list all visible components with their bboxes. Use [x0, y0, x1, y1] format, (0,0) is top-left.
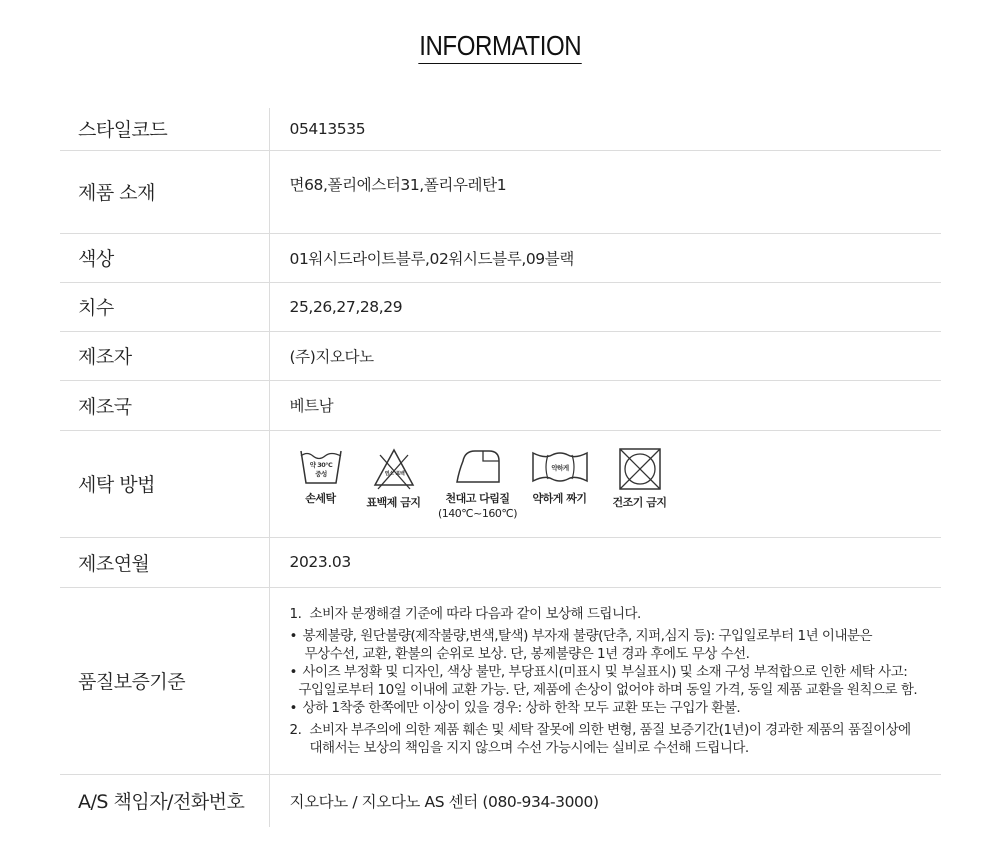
- label-country: 제조국: [60, 380, 269, 430]
- value-country: 베트남: [289, 397, 334, 415]
- gentle-wring-inner: 약하게: [550, 463, 569, 472]
- wash-item-hand-wash: [290, 447, 352, 506]
- label-as: A/S 책임자/전화번호: [60, 774, 269, 827]
- bullet-2-line1: 사이즈 부정확 및 디자인, 색상 불만, 부당표시(미표시 및 부실표시) 및 소재 구성 부적합으로 인한 세탁 사고:: [302, 663, 908, 680]
- quality-item-2-line1: 소비자 부주의에 의한 제품 훼손 및 세탁 잘못에 의한 변형, 품질 보증기간(1년)이 경과한 제품의 품질이상에: [309, 721, 911, 738]
- iron-temp-range: (140℃~160℃): [438, 506, 517, 520]
- gentle-wring-caption: 약하게 짜기: [532, 491, 587, 505]
- label-washing: 세탁 방법: [60, 430, 269, 537]
- bullet-1-line2: 무상수선, 교환, 환불의 순위로 보상. 단, 봉제불량은 1년 경과 후에도 무상 수선.: [304, 645, 750, 662]
- row-size: [60, 282, 941, 331]
- quality-bullet: [290, 663, 942, 699]
- row-style-code: [60, 108, 941, 150]
- washing-icons: [290, 447, 942, 521]
- wash-item-gentle-wring: [520, 447, 600, 506]
- hand-wash-neutral: 중성: [314, 469, 327, 478]
- bullet-1-line1: 봉제불량, 원단불량(제작불량,변색,탈색) 부자재 불량(단추, 지퍼,심지 등): 구입일로부터 1년 이내분은: [302, 627, 873, 644]
- quality-item-2: [290, 721, 942, 757]
- row-washing: [60, 430, 941, 537]
- no-bleach-left: 염소: [384, 470, 393, 477]
- row-country: [60, 380, 941, 430]
- row-as: [60, 774, 941, 827]
- row-maker: [60, 331, 941, 380]
- label-date: 제조연월: [60, 537, 269, 587]
- hand-wash-icon: [298, 447, 344, 487]
- value-color: 01워시드라이트블루,02워시드블루,09블랙: [289, 249, 574, 268]
- wash-item-no-bleach: [352, 447, 436, 510]
- quality-bullet: [290, 627, 942, 663]
- bullet-mark: •: [289, 663, 297, 680]
- label-maker: 제조자: [60, 331, 269, 380]
- bullet-2-line2: 구입일로부터 10일 이내에 교환 가능. 단, 제품에 손상이 없어야 하며 동일 가격, 동일 제품 교환을 원칙으로 함.: [298, 681, 918, 698]
- label-material: 제품 소재: [60, 150, 269, 233]
- quality-item-1: [290, 605, 942, 623]
- hand-wash-caption: 손세탁: [305, 491, 336, 505]
- title-wrap: [0, 30, 1000, 64]
- no-tumble-dry-caption: 건조기 금지: [612, 495, 667, 509]
- quality-text: [290, 605, 942, 757]
- iron-icon: [453, 447, 503, 487]
- no-tumble-dry-icon: [617, 447, 663, 491]
- bullet-mark: •: [289, 699, 297, 716]
- no-bleach-icon: [372, 447, 416, 491]
- gentle-wring-icon: [530, 447, 590, 487]
- value-washing: [269, 430, 941, 537]
- row-color: [60, 233, 941, 282]
- no-bleach-right: 표백: [395, 470, 404, 477]
- value-quality: [269, 587, 941, 774]
- value-material: 면68,폴리에스터31,폴리우레탄1: [289, 175, 507, 194]
- label-style-code: 스타일코드: [60, 108, 269, 150]
- quality-item-1-num: 1.: [289, 605, 302, 622]
- row-quality: [60, 587, 941, 774]
- hand-wash-temp: 약 30°C: [309, 460, 332, 469]
- value-style-code: 05413535: [289, 119, 366, 138]
- iron-caption: 천대고 다림질: [445, 491, 510, 505]
- quality-item-1-text: 소비자 분쟁해결 기준에 따라 다음과 같이 보상해 드립니다.: [309, 605, 641, 622]
- row-material: [60, 150, 941, 233]
- label-color: 색상: [60, 233, 269, 282]
- product-info-table: [60, 108, 941, 827]
- label-quality: 품질보증기준: [60, 587, 269, 774]
- no-bleach-caption: 표백제 금지: [366, 495, 421, 509]
- quality-item-2-num: 2.: [289, 721, 302, 738]
- value-as: 지오다노 / 지오다노 AS 센터 (080-934-3000): [289, 792, 599, 811]
- wash-item-no-tumble-dry: [600, 447, 680, 510]
- wash-item-iron: [436, 447, 520, 521]
- value-size: 25,26,27,28,29: [289, 297, 403, 316]
- bullet-mark: •: [289, 627, 297, 644]
- row-date: [60, 537, 941, 587]
- label-size: 치수: [60, 282, 269, 331]
- quality-item-2-line2: 대해서는 보상의 책임을 지지 않으며 수선 가능시에는 실비로 수선해 드립니다.: [309, 739, 749, 756]
- bullet-3-line1: 상하 1착중 한쪽에만 이상이 있을 경우: 상하 한착 모두 교환 또는 구입가 환불.: [302, 699, 741, 716]
- value-date: 2023.03: [289, 553, 351, 571]
- quality-bullet: [290, 699, 942, 717]
- page-title: INFORMATION: [418, 30, 582, 64]
- value-maker: (주)지오다노: [289, 347, 374, 366]
